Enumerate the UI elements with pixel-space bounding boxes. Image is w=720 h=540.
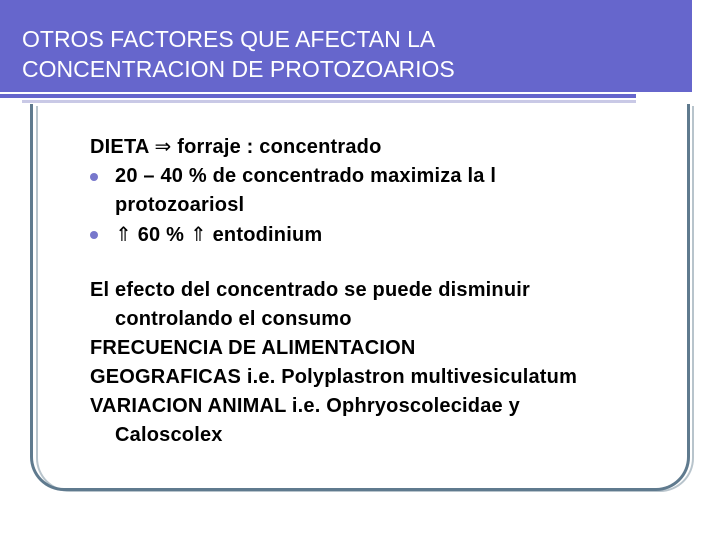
title-bar <box>0 0 692 92</box>
slide-body <box>90 132 690 450</box>
frecuencia-line: FRECUENCIA DE ALIMENTACION <box>90 337 416 359</box>
bullet-1-line-2: protozoariosl <box>115 194 245 216</box>
dieta-text: forraje : concentrado <box>171 136 382 158</box>
para-line-2: controlando el consumo <box>115 308 352 330</box>
dieta-label: DIETA <box>90 136 149 158</box>
implies-arrow-icon: ⇒ <box>154 134 172 158</box>
bullet-item-2 <box>90 220 690 250</box>
dieta-line <box>90 132 690 162</box>
up-arrow-icon: ⇑ <box>115 222 132 246</box>
spacer <box>90 250 690 276</box>
para-line-1: El efecto del concentrado se puede disminuir <box>90 279 531 301</box>
bullet-2-text-2: entodinium <box>206 224 323 246</box>
geograficas-line: GEOGRAFICAS i.e. Polyplastron multivesiculatum <box>90 366 578 388</box>
title-underline-shadow <box>22 100 636 103</box>
bullet-item-1-continued <box>90 191 690 220</box>
title-line-1: OTROS FACTORES QUE AFECTAN LA <box>22 26 436 52</box>
variacion-line-2: Caloscolex <box>115 424 223 446</box>
bullet-icon <box>90 173 98 181</box>
bullet-2-text-1: 60 % <box>131 224 190 246</box>
bullet-1-line-1: 20 – 40 % de concentrado maximiza la l <box>115 165 497 187</box>
slide-title <box>22 24 455 84</box>
title-line-2: CONCENTRACION DE PROTOZOARIOS <box>22 56 455 82</box>
bullet-item-1 <box>90 162 690 191</box>
title-underline <box>0 94 636 98</box>
up-arrow-icon: ⇑ <box>189 222 207 246</box>
bullet-icon <box>90 231 98 239</box>
variacion-line-1: VARIACION ANIMAL i.e. Ophryoscolecidae y <box>90 395 520 417</box>
